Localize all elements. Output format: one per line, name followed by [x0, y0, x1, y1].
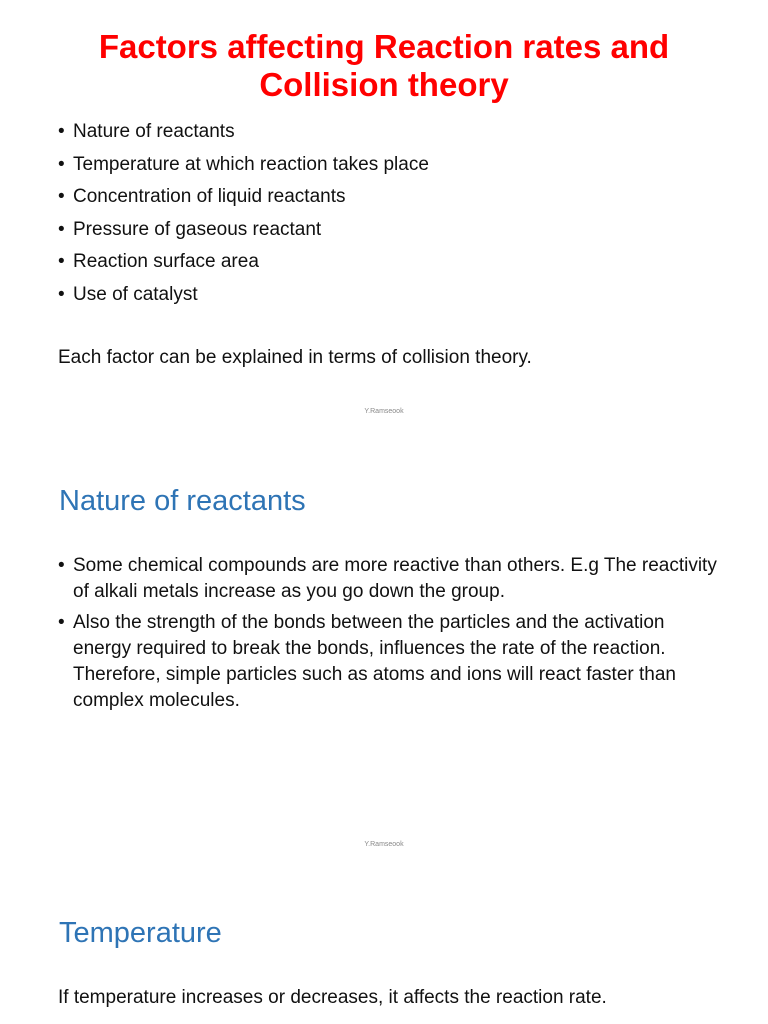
list-item-text: Also the strength of the bonds between the particles and the activation energy required to break the bonds, influences the rate of the reaction. Therefore, simple particles such as atoms and ions will react faster than complex molecules.: [73, 612, 676, 711]
slide-title: Nature of reactants: [59, 485, 306, 517]
bullet-icon: •: [58, 218, 65, 240]
list-item: [58, 217, 718, 242]
list-item: [58, 610, 718, 714]
list-item: [58, 119, 718, 144]
list-item: [58, 282, 718, 307]
bullet-icon: •: [58, 251, 65, 272]
slide-title: Factors affecting Reaction rates and Collision theory: [98, 28, 670, 103]
author-footer: Y.Ramseook: [364, 408, 404, 415]
list-item-text: Use of catalyst: [73, 283, 198, 305]
list-item-text: Temperature at which reaction takes place: [73, 153, 429, 175]
list-item: [58, 152, 718, 177]
bullet-icon: •: [58, 612, 65, 633]
list-item-text: Pressure of gaseous reactant: [73, 218, 322, 240]
list-item: [58, 249, 718, 274]
slide-title: Temperature: [59, 917, 222, 949]
bullet-icon: •: [58, 121, 65, 142]
slide-temperature: [0, 868, 768, 1024]
explanation-list: [58, 553, 718, 719]
list-item-text: Nature of reactants: [73, 121, 235, 142]
list-item-text: Some chemical compounds are more reactive than others. E.g The reactivity of alkali metals increase as you go down the group.: [73, 555, 717, 602]
bullet-icon: •: [58, 555, 65, 576]
list-item-text: Concentration of liquid reactants: [73, 186, 346, 207]
factors-list: [58, 119, 718, 314]
list-item-text: Reaction surface area: [73, 251, 259, 272]
summary-paragraph: Each factor can be explained in terms of collision theory.: [58, 347, 532, 368]
bullet-icon: •: [58, 153, 65, 175]
author-footer: Y.Ramseook: [364, 841, 404, 848]
temperature-paragraph: If temperature increases or decreases, it affects the reaction rate.: [58, 987, 607, 1008]
bullet-icon: •: [58, 186, 65, 207]
list-item: [58, 184, 718, 209]
list-item: [58, 553, 718, 605]
slide-collision-theory: [0, 0, 768, 434]
slide-nature-of-reactants: [0, 434, 768, 868]
bullet-icon: •: [58, 283, 65, 305]
